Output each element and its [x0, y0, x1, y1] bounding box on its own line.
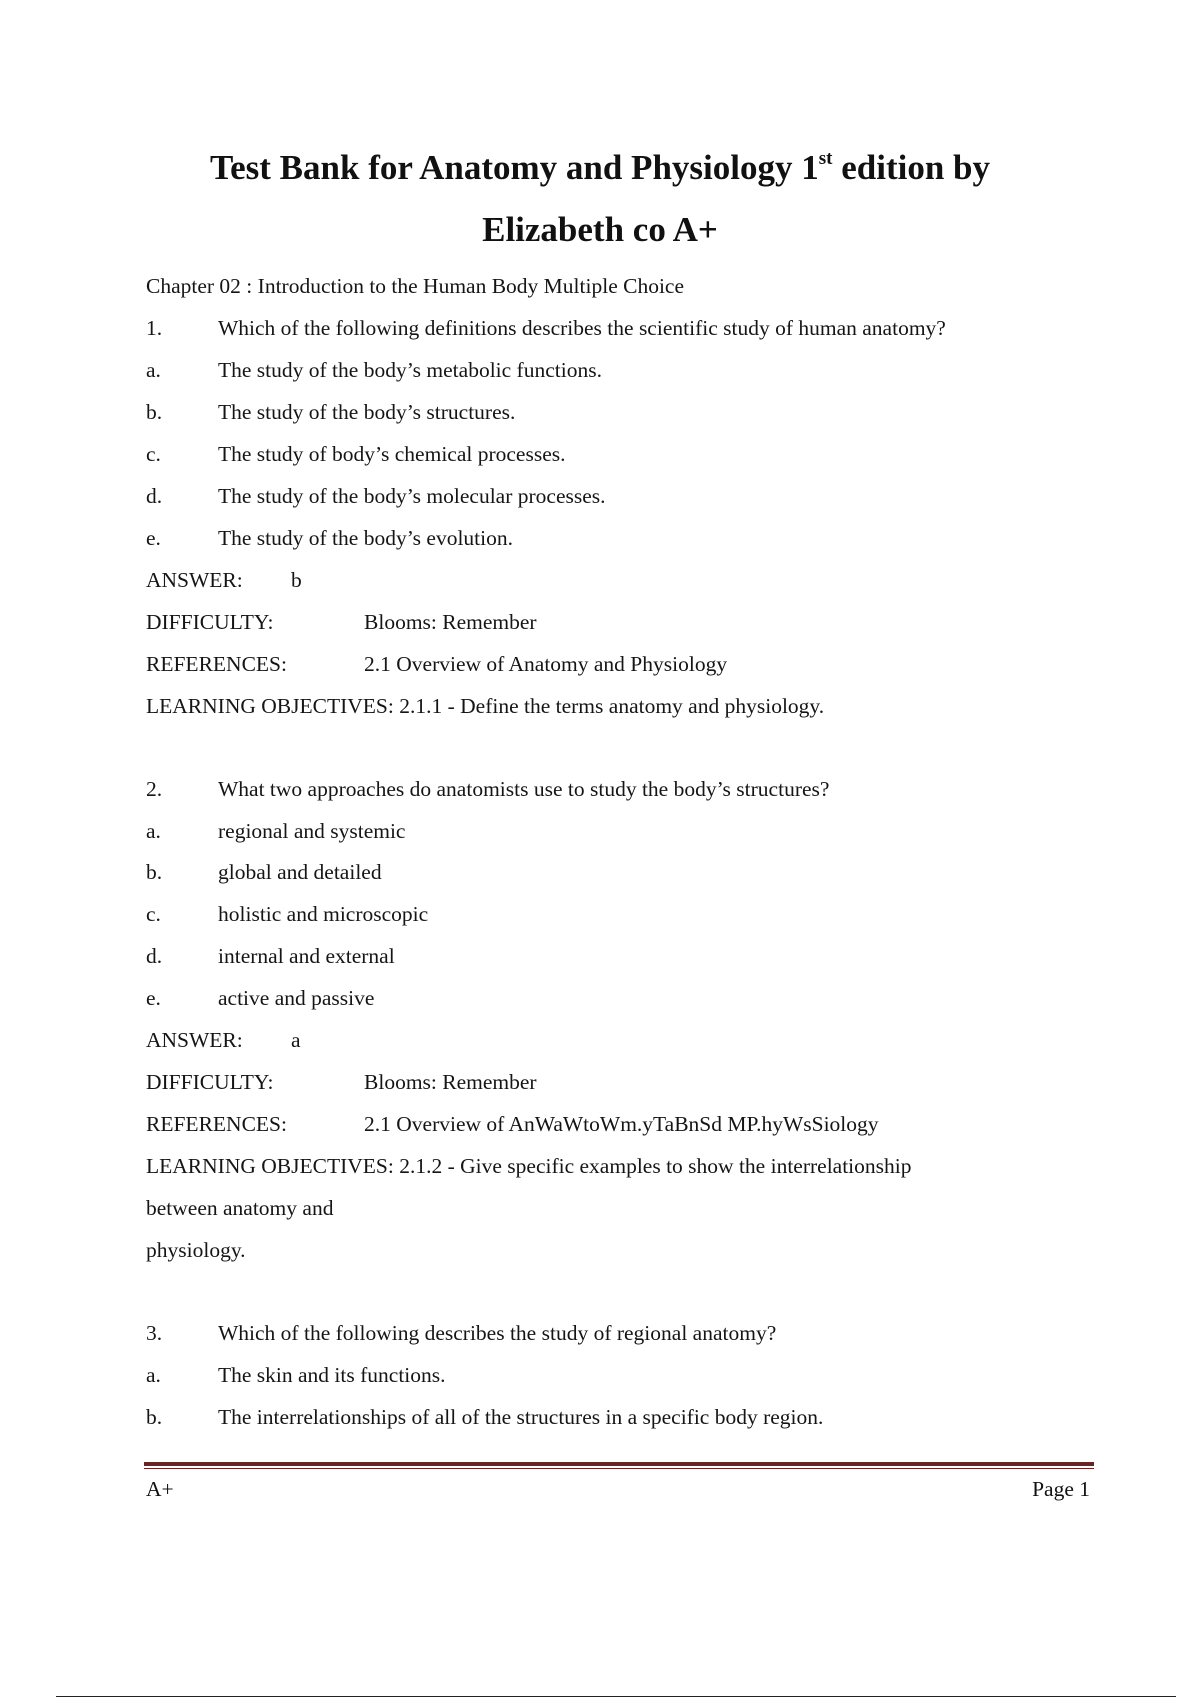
question-number: 2.: [146, 777, 163, 801]
option-label: c.: [146, 902, 161, 926]
option-label: c.: [146, 442, 161, 466]
option-label: b.: [146, 400, 163, 424]
title-superscript: st: [818, 148, 833, 169]
option-label: e.: [146, 986, 161, 1010]
difficulty-label: DIFFICULTY:: [146, 1070, 274, 1094]
option-label: d.: [146, 944, 163, 968]
difficulty-value: Blooms: Remember: [364, 610, 537, 634]
page-edge-line: [56, 1696, 1176, 1697]
learning-objectives-continued: physiology.: [146, 1238, 246, 1262]
references-value: 2.1 Overview of Anatomy and Physiology: [364, 652, 728, 676]
references-value: 2.1 Overview of AnWaWtoWm.yTaBnSd MP.hyWsSiology: [364, 1112, 879, 1136]
answer-label: ANSWER:: [146, 1028, 243, 1052]
footer-divider: [144, 1462, 1094, 1466]
document-title-line-1: [0, 146, 1200, 190]
difficulty-label: DIFFICULTY:: [146, 610, 274, 634]
option-text: The study of the body’s structures.: [218, 400, 516, 424]
question-text: Which of the following describes the study of regional anatomy?: [218, 1321, 777, 1345]
difficulty-value: Blooms: Remember: [364, 1070, 537, 1094]
question-number: 3.: [146, 1321, 163, 1345]
title-main: Test Bank for Anatomy and Physiology 1: [209, 148, 819, 187]
option-text: holistic and microscopic: [218, 902, 429, 926]
option-text: The study of the body’s evolution.: [218, 526, 513, 550]
option-label: b.: [146, 1405, 163, 1429]
option-label: e.: [146, 526, 161, 550]
footer-divider-thin: [144, 1468, 1094, 1469]
question-text: What two approaches do anatomists use to study the body’s structures?: [218, 777, 830, 801]
option-text: global and detailed: [218, 860, 382, 884]
option-text: The skin and its functions.: [218, 1363, 446, 1387]
references-label: REFERENCES:: [146, 652, 287, 676]
option-label: d.: [146, 484, 163, 508]
question-text: Which of the following definitions describes the scientific study of human anatomy?: [218, 316, 946, 340]
learning-objectives: LEARNING OBJECTIVES: 2.1.1 - Define the terms anatomy and physiology.: [146, 694, 825, 718]
learning-objectives-continued: between anatomy and: [146, 1196, 334, 1220]
option-text: internal and external: [218, 944, 395, 968]
option-text: The study of the body’s metabolic functions.: [218, 358, 602, 382]
option-text: active and passive: [218, 986, 375, 1010]
chapter-heading: Chapter 02 : Introduction to the Human Body Multiple Choice: [146, 274, 685, 298]
answer-value: a: [291, 1028, 301, 1052]
learning-objectives: LEARNING OBJECTIVES: 2.1.2 - Give specific examples to show the interrelationship: [146, 1154, 912, 1178]
option-label: a.: [146, 1363, 161, 1387]
answer-value: b: [291, 568, 302, 592]
option-label: a.: [146, 358, 161, 382]
answer-label: ANSWER:: [146, 568, 243, 592]
option-text: regional and systemic: [218, 819, 406, 843]
option-text: The study of body’s chemical processes.: [218, 442, 566, 466]
title-end: edition by: [832, 148, 991, 187]
footer-left-text: A+: [146, 1477, 174, 1501]
option-label: a.: [146, 819, 161, 843]
option-label: b.: [146, 860, 163, 884]
question-number: 1.: [146, 316, 163, 340]
option-text: The study of the body’s molecular processes.: [218, 484, 606, 508]
option-text: The interrelationships of all of the structures in a specific body region.: [218, 1405, 824, 1429]
page-number: Page 1: [1032, 1477, 1090, 1501]
references-label: REFERENCES:: [146, 1112, 287, 1136]
document-title-line-2: Elizabeth co A+: [482, 210, 718, 249]
